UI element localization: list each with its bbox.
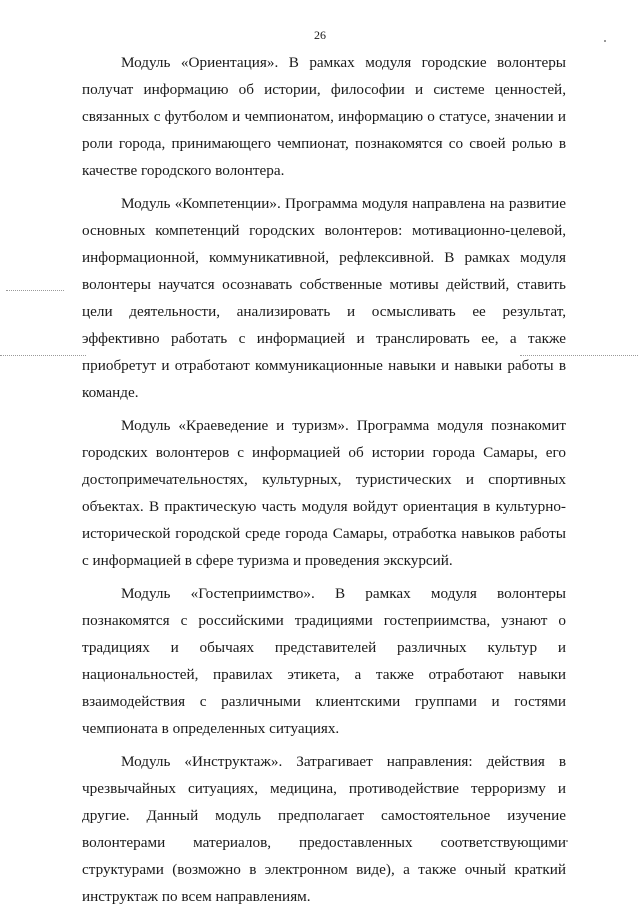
scan-artifact-speck <box>566 840 568 842</box>
paragraph-briefing-module: Модуль «Инструктаж». Затрагивает направления: действия в чрезвычайных ситуациях, медицина, противодействие терроризму и другие. Данный модуль предполагает самостоятельное изучение волонтерами материалов, предоставленных соответствующими структурами (возможно в электронном виде), а также очный краткий инструктаж по всем направлениям. <box>82 753 566 905</box>
document-body <box>82 49 566 910</box>
scan-artifact-line <box>6 290 64 291</box>
page-number: 26 <box>314 28 326 42</box>
paragraph-competencies-module: Модуль «Компетенции». Программа модуля направлена на развитие основных компетенций городских волонтеров: мотивационно-целевой, информационной, коммуникативной, рефлексивной. В рамках модуля волонтеры научатся осознавать собственные мотивы действий, ставить цели деятельности, анализировать и осмысливать ее результат, эффективно работать с информацией и транслировать ее, а также приобретут и отработают коммуникационные навыки и навыки работы в команде. <box>82 195 566 401</box>
paragraph-local-history-tourism-module: Модуль «Краеведение и туризм». Программа модуля познакомит городских волонтеров с информацией об истории города Самары, его достопримечательностях, культурных, туристических и спортивных объектах. В практическую часть модуля войдут ориентация в культурно-исторической городской среде города Самары, отработка навыков работы с информацией в сфере туризма и проведения экскурсий. <box>82 417 566 569</box>
paragraph-orientation-module: Модуль «Ориентация». В рамках модуля городские волонтеры получат информацию об истории, философии и системе ценностей, связанных с футболом и чемпионатом, информацию о статусе, значении и роли города, принимающего чемпионат, познакомятся со своей ролью в качестве городского волонтера. <box>82 54 566 179</box>
scan-artifact-speck <box>604 40 606 42</box>
scan-artifact-line <box>520 355 638 356</box>
scan-artifact-line <box>0 355 86 356</box>
paragraph-hospitality-module: Модуль «Гостеприимство». В рамках модуля волонтеры познакомятся с российскими традициями гостеприимства, узнают о традициях и обычаях представителей различных культур и национальностей, правилах этикета, а также отработают навыки взаимодействия с различными клиентскими группами и гостями чемпионата в определенных ситуациях. <box>82 585 566 737</box>
